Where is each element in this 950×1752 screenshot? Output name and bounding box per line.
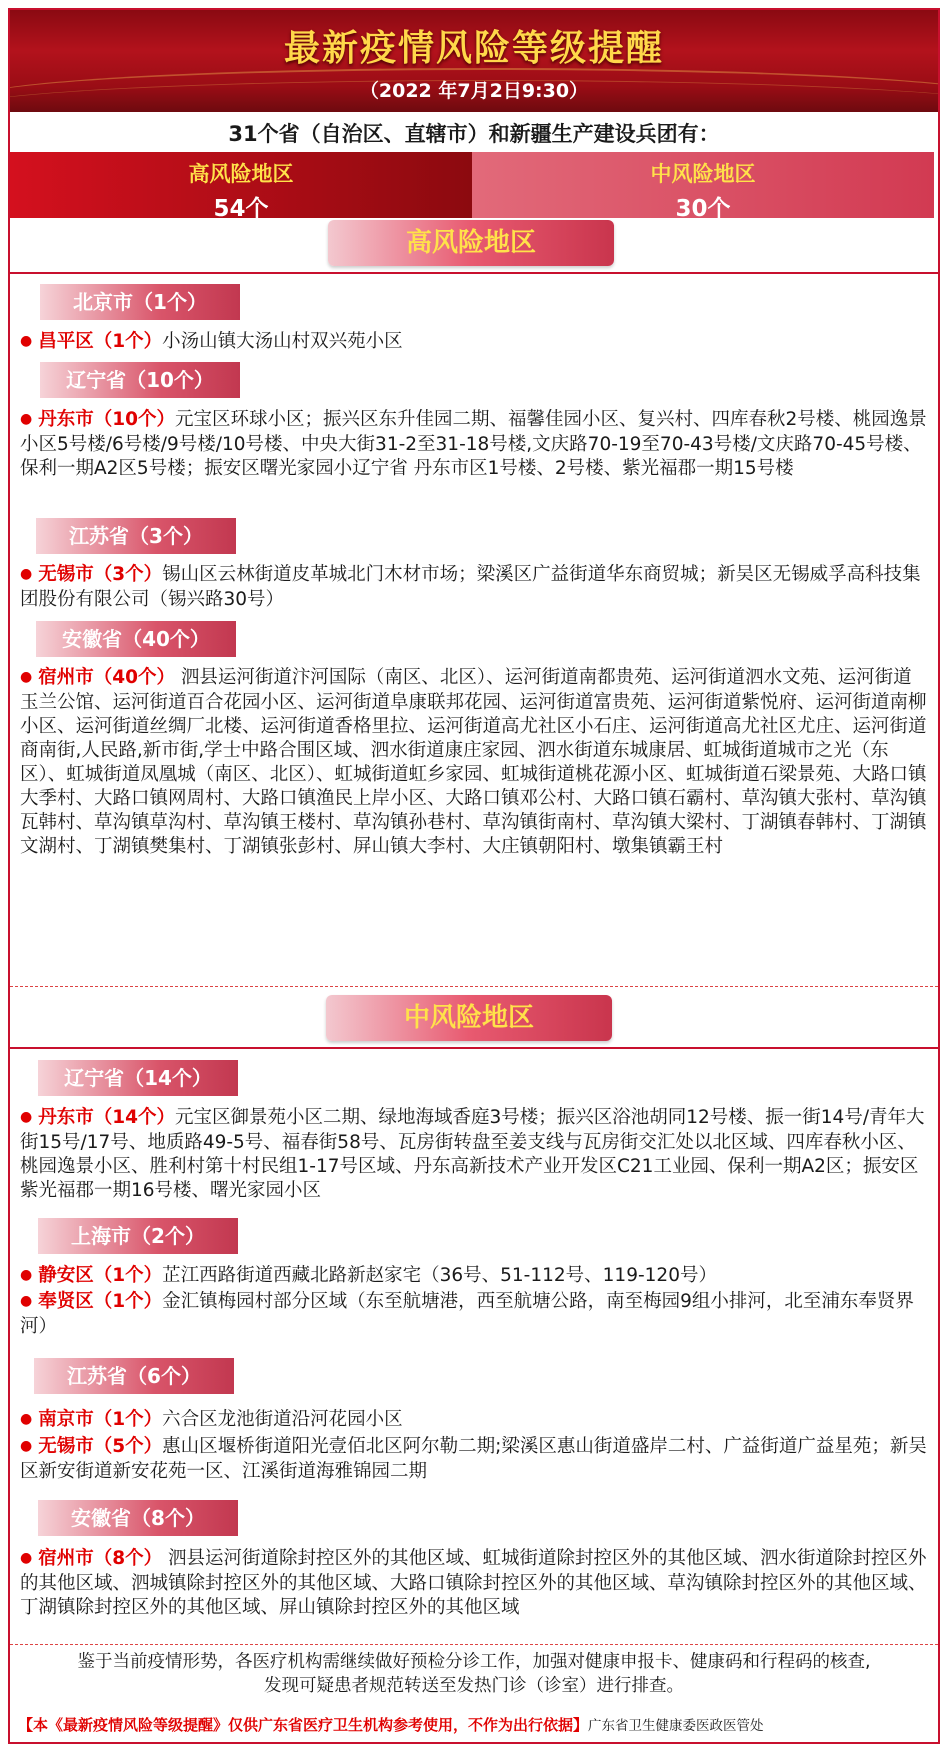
bullet-icon: ● xyxy=(20,566,33,582)
mid-risk-stat xyxy=(472,152,934,222)
city-label: 南京市（1个） xyxy=(38,1409,163,1430)
advisory-line-1: 鉴于当前疫情形势，各医疗机构需继续做好预检分诊工作，加强对健康申报卡、健康码和行程码的核查, xyxy=(77,1652,871,1672)
list-item xyxy=(20,1290,930,1339)
bullet-icon: ● xyxy=(20,1267,33,1283)
page-title: 最新疫情风险等级提醒 xyxy=(283,28,664,69)
city-label: 无锡市（5个） xyxy=(38,1436,163,1457)
area-text: 元宝区环球小区；振兴区东升佳园二期、福馨佳园小区、复兴村、四库春秋2号楼、桃园逸景小区5号楼/6号楼/9号楼/10号楼、中央大街31-2至31-18号楼,文庆路70-19至70-43号楼/文庆路70-45号楼、保利一期A2区5号楼；振安区曙光家园小辽宁省 丹东市区1号楼、2号楼、紫光福郡一期15号楼 xyxy=(20,409,927,479)
dotted-divider xyxy=(10,986,938,987)
province-tag-liaoning: 辽宁省（14个） xyxy=(38,1060,238,1096)
section-divider xyxy=(10,1047,938,1049)
section-divider xyxy=(10,272,938,274)
list-item xyxy=(20,1106,930,1203)
dotted-divider xyxy=(10,1644,938,1645)
city-label: 昌平区（1个） xyxy=(38,331,163,352)
high-risk-stat-count: 54个 xyxy=(213,196,269,222)
bullet-icon: ● xyxy=(20,1411,33,1427)
city-label: 静安区（1个） xyxy=(38,1265,163,1286)
list-item xyxy=(20,408,930,481)
bullet-icon: ● xyxy=(20,1293,33,1309)
poster-frame xyxy=(8,8,940,1744)
area-text: 锡山区云林街道皮革城北门木材市场；梁溪区广益街道华东商贸城；新吴区无锡威孚高科技集团股份有限公司（锡兴路30号） xyxy=(20,564,921,610)
bullet-icon: ● xyxy=(20,1438,33,1454)
province-tag-jiangsu: 江苏省（3个） xyxy=(36,518,236,554)
issuer-label: 广东省卫生健康委医政医管处 xyxy=(588,1718,764,1734)
city-label: 丹东市（14个） xyxy=(38,1107,175,1128)
high-risk-stat xyxy=(10,152,472,222)
mid-risk-stat-label: 中风险地区 xyxy=(650,162,756,186)
city-label: 丹东市（10个） xyxy=(38,409,175,430)
disclaimer xyxy=(18,1714,764,1735)
area-text: 元宝区御景苑小区二期、绿地海域香庭3号楼；振兴区浴池胡同12号楼、振一街14号/青年大街15号/17号、地质路49-5号、福春街58号、瓦房街转盘至姜支线与瓦房街交汇处以北区域、四库春秋小区、桃园逸景小区、胜利村第十村民组1-17号区域、丹东高新技术产业开发区C21工业园、保利一期A2区；振安区紫光福郡一期16号楼、曙光家园小区 xyxy=(20,1107,925,1201)
advisory-note xyxy=(10,1650,938,1698)
province-tag-beijing: 北京市（1个） xyxy=(40,284,240,320)
area-text: 小汤山镇大汤山村双兴苑小区 xyxy=(162,331,403,352)
city-label: 无锡市（3个） xyxy=(38,564,163,585)
list-item xyxy=(20,1408,930,1433)
list-item xyxy=(20,666,930,859)
area-text: 芷江西路街道西藏北路新赵家宅（36号、51-112号、119-120号） xyxy=(162,1265,717,1286)
high-risk-stat-label: 高风险地区 xyxy=(188,162,294,186)
city-label: 宿州市（8个） xyxy=(38,1548,163,1569)
province-tag-anhui: 安徽省（40个） xyxy=(36,621,236,657)
list-item xyxy=(20,1435,930,1484)
header-banner xyxy=(10,10,938,112)
area-text: 六合区龙池街道沿河花园小区 xyxy=(162,1409,403,1430)
area-text: 金汇镇梅园村部分区域（东至航塘港，西至航塘公路，南至梅园9组小排河，北至浦东奉贤界河） xyxy=(20,1291,914,1337)
disclaimer-text: 【本《最新疫情风险等级提醒》仅供广东省医疗卫生机构参考使用，不作为出行依据】 xyxy=(18,1716,589,1734)
city-label: 宿州市（40个） xyxy=(38,667,175,688)
province-tag-liaoning: 辽宁省（10个） xyxy=(40,362,240,398)
advisory-line-2: 发现可疑患者规范转送至发热门诊（诊室）进行排查。 xyxy=(264,1676,684,1696)
bullet-icon: ● xyxy=(20,1109,33,1125)
summary-heading: 31个省（自治区、直辖市）和新疆生产建设兵团有： xyxy=(228,122,720,146)
bullet-icon: ● xyxy=(20,1550,33,1566)
mid-risk-section-title: 中风险地区 xyxy=(326,995,612,1041)
list-item xyxy=(20,1264,930,1289)
province-tag-jiangsu: 江苏省（6个） xyxy=(34,1358,234,1394)
bullet-icon: ● xyxy=(20,669,33,685)
list-item xyxy=(20,1547,930,1620)
list-item xyxy=(20,330,930,355)
area-text: 泗县运河街道除封控区外的其他区域、虹城街道除封控区外的其他区域、泗水街道除封控区外的其他区域、泗城镇除封控区外的其他区域、大路口镇除封控区外的其他区域、草沟镇除封控区外的其他区域、丁湖镇除封控区外的其他区域、屏山镇除封控区外的其他区域 xyxy=(20,1548,927,1618)
high-risk-section-title: 高风险地区 xyxy=(328,220,614,266)
province-tag-shanghai: 上海市（2个） xyxy=(38,1218,238,1254)
date-label: （2022 年7月2日9:30） xyxy=(359,80,589,102)
area-text: 泗县运河街道汴河国际（南区、北区）、运河街道南都贵苑、运河街道泗水文苑、运河街道玉兰公馆、运河街道百合花园小区、运河街道阜康联邦花园、运河街道富贵苑、运河街道紫悦府、运河街道南柳小区、运河街道丝绸厂北楼、运河街道香格里拉、运河街道高尤社区小石庄、运河街道高尤社区尤庄、运河街道商南街,人民路,新市街,学士中路合围区域、泗水街道康庄家园、泗水街道东城康居、虹城街道城市之光（东区）、虹城街道凤凰城（南区、北区）、虹城街道虹乡家园、虹城街道桃花源小区、虹城街道石梁景苑、大路口镇大季村、大路口镇网周村、大路口镇渔民上岸小区、大路口镇邓公村、大路口镇石霸村、草沟镇大张村、草沟镇瓦韩村、草沟镇草沟村、草沟镇王楼村、草沟镇孙巷村、草沟镇街南村、草沟镇大梁村、丁湖镇春韩村、丁湖镇文湖村、丁湖镇樊集村、丁湖镇张彭村、屏山镇大李村、大庄镇朝阳村、墩集镇霸王村 xyxy=(20,667,927,857)
bullet-icon: ● xyxy=(20,411,33,427)
list-item xyxy=(20,563,930,612)
mid-risk-stat-count: 30个 xyxy=(675,196,731,222)
area-text: 惠山区堰桥街道阳光壹佰北区阿尔勒二期;梁溪区惠山街道盛岸二村、广益街道广益星苑；新吴区新安街道新安花苑一区、江溪街道海雅锦园二期 xyxy=(20,1436,927,1482)
city-label: 奉贤区（1个） xyxy=(38,1291,163,1312)
bullet-icon: ● xyxy=(20,333,33,349)
province-tag-anhui: 安徽省（8个） xyxy=(38,1500,238,1536)
